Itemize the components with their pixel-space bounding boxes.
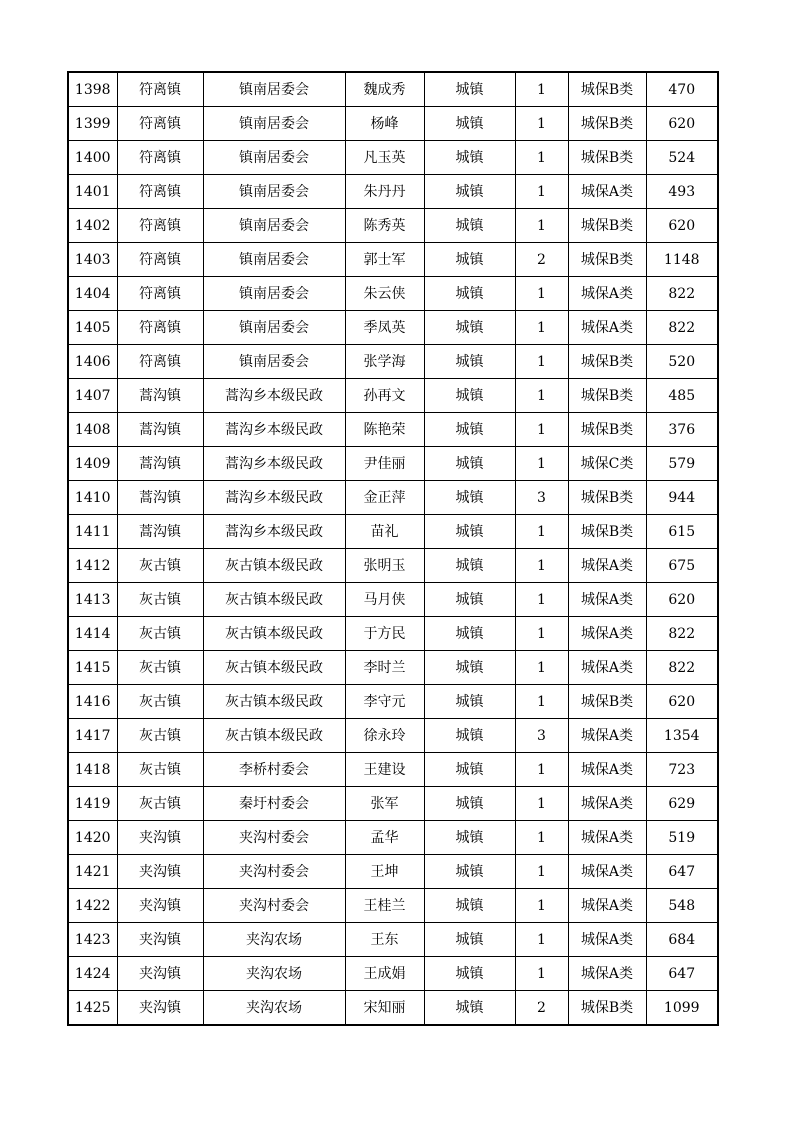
- unit-cell: 灰古镇本级民政: [203, 549, 345, 583]
- category-cell: 城保A类: [568, 175, 646, 209]
- area-type-cell: 城镇: [424, 617, 515, 651]
- amount-cell: 822: [646, 617, 718, 651]
- household-count-cell: 1: [515, 209, 568, 243]
- area-type-cell: 城镇: [424, 991, 515, 1026]
- category-cell: 城保A类: [568, 957, 646, 991]
- name-cell: 尹佳丽: [345, 447, 424, 481]
- category-cell: 城保A类: [568, 583, 646, 617]
- table-row: [68, 719, 718, 753]
- table-row: [68, 957, 718, 991]
- table-row: [68, 651, 718, 685]
- name-cell: 王坤: [345, 855, 424, 889]
- serial-number-cell: 1421: [68, 855, 117, 889]
- household-count-cell: 1: [515, 447, 568, 481]
- name-cell: 马月侠: [345, 583, 424, 617]
- category-cell: 城保A类: [568, 821, 646, 855]
- name-cell: 陈秀英: [345, 209, 424, 243]
- unit-cell: 李桥村委会: [203, 753, 345, 787]
- town-cell: 灰古镇: [117, 617, 203, 651]
- serial-number-cell: 1399: [68, 107, 117, 141]
- town-cell: 夹沟镇: [117, 923, 203, 957]
- area-type-cell: 城镇: [424, 107, 515, 141]
- serial-number-cell: 1404: [68, 277, 117, 311]
- amount-cell: 620: [646, 685, 718, 719]
- household-count-cell: 1: [515, 141, 568, 175]
- category-cell: 城保A类: [568, 855, 646, 889]
- table-row: [68, 889, 718, 923]
- name-cell: 苗礼: [345, 515, 424, 549]
- area-type-cell: 城镇: [424, 277, 515, 311]
- amount-cell: 493: [646, 175, 718, 209]
- area-type-cell: 城镇: [424, 209, 515, 243]
- amount-cell: 944: [646, 481, 718, 515]
- unit-cell: 镇南居委会: [203, 175, 345, 209]
- table-row: [68, 991, 718, 1026]
- area-type-cell: 城镇: [424, 413, 515, 447]
- unit-cell: 蒿沟乡本级民政: [203, 515, 345, 549]
- household-count-cell: 2: [515, 243, 568, 277]
- amount-cell: 620: [646, 209, 718, 243]
- unit-cell: 蒿沟乡本级民政: [203, 481, 345, 515]
- area-type-cell: 城镇: [424, 549, 515, 583]
- table-row: [68, 72, 718, 107]
- table-row: [68, 923, 718, 957]
- amount-cell: 822: [646, 311, 718, 345]
- name-cell: 宋知丽: [345, 991, 424, 1026]
- town-cell: 夹沟镇: [117, 889, 203, 923]
- category-cell: 城保A类: [568, 549, 646, 583]
- unit-cell: 灰古镇本级民政: [203, 685, 345, 719]
- category-cell: 城保A类: [568, 923, 646, 957]
- amount-cell: 520: [646, 345, 718, 379]
- serial-number-cell: 1417: [68, 719, 117, 753]
- household-count-cell: 1: [515, 617, 568, 651]
- category-cell: 城保B类: [568, 141, 646, 175]
- household-count-cell: 1: [515, 311, 568, 345]
- name-cell: 朱云侠: [345, 277, 424, 311]
- household-count-cell: 1: [515, 651, 568, 685]
- area-type-cell: 城镇: [424, 141, 515, 175]
- household-count-cell: 1: [515, 923, 568, 957]
- town-cell: 灰古镇: [117, 685, 203, 719]
- area-type-cell: 城镇: [424, 719, 515, 753]
- serial-number-cell: 1409: [68, 447, 117, 481]
- category-cell: 城保B类: [568, 72, 646, 107]
- household-count-cell: 1: [515, 107, 568, 141]
- unit-cell: 灰古镇本级民政: [203, 719, 345, 753]
- table-row: [68, 481, 718, 515]
- table-row: [68, 787, 718, 821]
- amount-cell: 1354: [646, 719, 718, 753]
- household-count-cell: 1: [515, 889, 568, 923]
- serial-number-cell: 1406: [68, 345, 117, 379]
- unit-cell: 镇南居委会: [203, 311, 345, 345]
- amount-cell: 376: [646, 413, 718, 447]
- town-cell: 蒿沟镇: [117, 447, 203, 481]
- town-cell: 灰古镇: [117, 719, 203, 753]
- category-cell: 城保A类: [568, 617, 646, 651]
- table-row: [68, 345, 718, 379]
- household-count-cell: 2: [515, 991, 568, 1026]
- town-cell: 符离镇: [117, 209, 203, 243]
- serial-number-cell: 1414: [68, 617, 117, 651]
- table-row: [68, 617, 718, 651]
- amount-cell: 579: [646, 447, 718, 481]
- table-row: [68, 549, 718, 583]
- area-type-cell: 城镇: [424, 923, 515, 957]
- amount-cell: 629: [646, 787, 718, 821]
- town-cell: 夹沟镇: [117, 821, 203, 855]
- category-cell: 城保B类: [568, 243, 646, 277]
- town-cell: 夹沟镇: [117, 855, 203, 889]
- name-cell: 王成娟: [345, 957, 424, 991]
- table-row: [68, 855, 718, 889]
- table-row: [68, 209, 718, 243]
- name-cell: 王桂兰: [345, 889, 424, 923]
- name-cell: 于方民: [345, 617, 424, 651]
- town-cell: 符离镇: [117, 72, 203, 107]
- category-cell: 城保A类: [568, 277, 646, 311]
- amount-cell: 524: [646, 141, 718, 175]
- table-row: [68, 311, 718, 345]
- serial-number-cell: 1412: [68, 549, 117, 583]
- table-row: [68, 753, 718, 787]
- category-cell: 城保B类: [568, 209, 646, 243]
- household-count-cell: 1: [515, 515, 568, 549]
- town-cell: 符离镇: [117, 277, 203, 311]
- serial-number-cell: 1418: [68, 753, 117, 787]
- serial-number-cell: 1415: [68, 651, 117, 685]
- town-cell: 灰古镇: [117, 651, 203, 685]
- name-cell: 杨峰: [345, 107, 424, 141]
- amount-cell: 615: [646, 515, 718, 549]
- household-count-cell: 1: [515, 821, 568, 855]
- serial-number-cell: 1420: [68, 821, 117, 855]
- household-count-cell: 1: [515, 345, 568, 379]
- unit-cell: 镇南居委会: [203, 277, 345, 311]
- unit-cell: 蒿沟乡本级民政: [203, 379, 345, 413]
- amount-cell: 822: [646, 651, 718, 685]
- household-count-cell: 1: [515, 855, 568, 889]
- table-row: [68, 515, 718, 549]
- table-row: [68, 141, 718, 175]
- table-row: [68, 277, 718, 311]
- unit-cell: 灰古镇本级民政: [203, 617, 345, 651]
- name-cell: 徐永玲: [345, 719, 424, 753]
- name-cell: 王建设: [345, 753, 424, 787]
- town-cell: 符离镇: [117, 107, 203, 141]
- serial-number-cell: 1411: [68, 515, 117, 549]
- roster-table: [67, 71, 719, 1026]
- household-count-cell: 1: [515, 413, 568, 447]
- household-count-cell: 1: [515, 685, 568, 719]
- household-count-cell: 1: [515, 583, 568, 617]
- town-cell: 蒿沟镇: [117, 515, 203, 549]
- serial-number-cell: 1423: [68, 923, 117, 957]
- category-cell: 城保A类: [568, 311, 646, 345]
- name-cell: 朱丹丹: [345, 175, 424, 209]
- town-cell: 灰古镇: [117, 787, 203, 821]
- category-cell: 城保B类: [568, 991, 646, 1026]
- table-row: [68, 821, 718, 855]
- amount-cell: 647: [646, 957, 718, 991]
- area-type-cell: 城镇: [424, 821, 515, 855]
- amount-cell: 519: [646, 821, 718, 855]
- area-type-cell: 城镇: [424, 311, 515, 345]
- area-type-cell: 城镇: [424, 583, 515, 617]
- amount-cell: 1148: [646, 243, 718, 277]
- name-cell: 张明玉: [345, 549, 424, 583]
- household-count-cell: 1: [515, 957, 568, 991]
- name-cell: 凡玉英: [345, 141, 424, 175]
- unit-cell: 夹沟村委会: [203, 855, 345, 889]
- serial-number-cell: 1422: [68, 889, 117, 923]
- area-type-cell: 城镇: [424, 753, 515, 787]
- household-count-cell: 1: [515, 175, 568, 209]
- unit-cell: 夹沟农场: [203, 923, 345, 957]
- name-cell: 张军: [345, 787, 424, 821]
- unit-cell: 蒿沟乡本级民政: [203, 447, 345, 481]
- amount-cell: 723: [646, 753, 718, 787]
- category-cell: 城保A类: [568, 719, 646, 753]
- town-cell: 符离镇: [117, 311, 203, 345]
- area-type-cell: 城镇: [424, 787, 515, 821]
- area-type-cell: 城镇: [424, 515, 515, 549]
- name-cell: 孙再文: [345, 379, 424, 413]
- category-cell: 城保A类: [568, 889, 646, 923]
- table-row: [68, 583, 718, 617]
- table-row: [68, 413, 718, 447]
- serial-number-cell: 1419: [68, 787, 117, 821]
- amount-cell: 647: [646, 855, 718, 889]
- unit-cell: 镇南居委会: [203, 243, 345, 277]
- household-count-cell: 1: [515, 379, 568, 413]
- amount-cell: 1099: [646, 991, 718, 1026]
- area-type-cell: 城镇: [424, 957, 515, 991]
- name-cell: 季凤英: [345, 311, 424, 345]
- unit-cell: 镇南居委会: [203, 141, 345, 175]
- serial-number-cell: 1413: [68, 583, 117, 617]
- area-type-cell: 城镇: [424, 72, 515, 107]
- unit-cell: 夹沟村委会: [203, 889, 345, 923]
- serial-number-cell: 1407: [68, 379, 117, 413]
- name-cell: 孟华: [345, 821, 424, 855]
- serial-number-cell: 1424: [68, 957, 117, 991]
- category-cell: 城保C类: [568, 447, 646, 481]
- town-cell: 夹沟镇: [117, 991, 203, 1026]
- household-count-cell: 1: [515, 753, 568, 787]
- serial-number-cell: 1402: [68, 209, 117, 243]
- table-row: [68, 175, 718, 209]
- unit-cell: 镇南居委会: [203, 209, 345, 243]
- unit-cell: 镇南居委会: [203, 72, 345, 107]
- unit-cell: 镇南居委会: [203, 107, 345, 141]
- area-type-cell: 城镇: [424, 889, 515, 923]
- amount-cell: 675: [646, 549, 718, 583]
- table-row: [68, 107, 718, 141]
- category-cell: 城保B类: [568, 685, 646, 719]
- amount-cell: 684: [646, 923, 718, 957]
- area-type-cell: 城镇: [424, 345, 515, 379]
- roster-body: [68, 72, 718, 1025]
- amount-cell: 822: [646, 277, 718, 311]
- serial-number-cell: 1408: [68, 413, 117, 447]
- unit-cell: 夹沟村委会: [203, 821, 345, 855]
- name-cell: 郭士军: [345, 243, 424, 277]
- amount-cell: 470: [646, 72, 718, 107]
- town-cell: 蒿沟镇: [117, 413, 203, 447]
- serial-number-cell: 1400: [68, 141, 117, 175]
- household-count-cell: 1: [515, 549, 568, 583]
- household-count-cell: 1: [515, 72, 568, 107]
- amount-cell: 548: [646, 889, 718, 923]
- town-cell: 灰古镇: [117, 753, 203, 787]
- town-cell: 蒿沟镇: [117, 379, 203, 413]
- name-cell: 李时兰: [345, 651, 424, 685]
- area-type-cell: 城镇: [424, 243, 515, 277]
- serial-number-cell: 1403: [68, 243, 117, 277]
- unit-cell: 夹沟农场: [203, 991, 345, 1026]
- town-cell: 灰古镇: [117, 549, 203, 583]
- category-cell: 城保B类: [568, 107, 646, 141]
- serial-number-cell: 1410: [68, 481, 117, 515]
- town-cell: 符离镇: [117, 345, 203, 379]
- name-cell: 王东: [345, 923, 424, 957]
- category-cell: 城保A类: [568, 753, 646, 787]
- name-cell: 魏成秀: [345, 72, 424, 107]
- amount-cell: 620: [646, 583, 718, 617]
- category-cell: 城保B类: [568, 379, 646, 413]
- serial-number-cell: 1405: [68, 311, 117, 345]
- town-cell: 灰古镇: [117, 583, 203, 617]
- amount-cell: 485: [646, 379, 718, 413]
- area-type-cell: 城镇: [424, 855, 515, 889]
- unit-cell: 镇南居委会: [203, 345, 345, 379]
- unit-cell: 夹沟农场: [203, 957, 345, 991]
- category-cell: 城保B类: [568, 515, 646, 549]
- serial-number-cell: 1401: [68, 175, 117, 209]
- name-cell: 金正萍: [345, 481, 424, 515]
- category-cell: 城保B类: [568, 481, 646, 515]
- name-cell: 李守元: [345, 685, 424, 719]
- area-type-cell: 城镇: [424, 175, 515, 209]
- unit-cell: 秦圩村委会: [203, 787, 345, 821]
- unit-cell: 灰古镇本级民政: [203, 651, 345, 685]
- name-cell: 陈艳荣: [345, 413, 424, 447]
- table-row: [68, 243, 718, 277]
- table-row: [68, 379, 718, 413]
- town-cell: 符离镇: [117, 175, 203, 209]
- town-cell: 符离镇: [117, 243, 203, 277]
- category-cell: 城保B类: [568, 345, 646, 379]
- household-count-cell: 3: [515, 481, 568, 515]
- area-type-cell: 城镇: [424, 379, 515, 413]
- serial-number-cell: 1398: [68, 72, 117, 107]
- town-cell: 蒿沟镇: [117, 481, 203, 515]
- unit-cell: 灰古镇本级民政: [203, 583, 345, 617]
- town-cell: 符离镇: [117, 141, 203, 175]
- table-row: [68, 447, 718, 481]
- unit-cell: 蒿沟乡本级民政: [203, 413, 345, 447]
- household-count-cell: 1: [515, 787, 568, 821]
- area-type-cell: 城镇: [424, 447, 515, 481]
- town-cell: 夹沟镇: [117, 957, 203, 991]
- serial-number-cell: 1416: [68, 685, 117, 719]
- table-row: [68, 685, 718, 719]
- name-cell: 张学海: [345, 345, 424, 379]
- area-type-cell: 城镇: [424, 651, 515, 685]
- area-type-cell: 城镇: [424, 685, 515, 719]
- household-count-cell: 1: [515, 277, 568, 311]
- category-cell: 城保A类: [568, 787, 646, 821]
- area-type-cell: 城镇: [424, 481, 515, 515]
- serial-number-cell: 1425: [68, 991, 117, 1026]
- category-cell: 城保B类: [568, 413, 646, 447]
- amount-cell: 620: [646, 107, 718, 141]
- category-cell: 城保A类: [568, 651, 646, 685]
- household-count-cell: 3: [515, 719, 568, 753]
